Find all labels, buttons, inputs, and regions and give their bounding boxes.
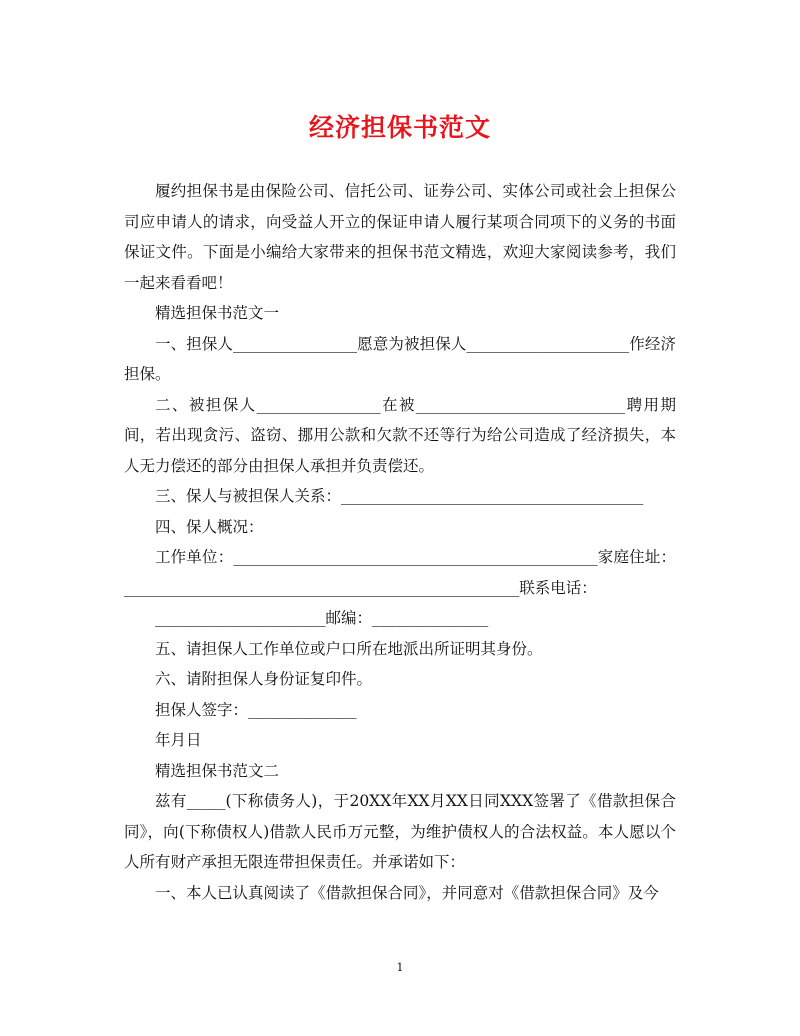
page-number: 1 <box>396 961 404 974</box>
field-work-unit: 工作单位：_______________________________________________家庭住址：___________________________________________________联系电话： <box>124 548 676 597</box>
field-date: 年月日 <box>155 731 202 749</box>
clause-relationship: 三、保人与被担保人关系：_______________________________________ <box>155 487 644 505</box>
intro-paragraph: 履约担保书是由保险公司、信托公司、证券公司、实体公司或社会上担保公司应申请人的请求，向受益人开立的保证申请人履行某项合同项下的义务的书面保证文件。下面是小编给大家带来的担保书范文精选，欢迎大家阅读参考，我们一起来看看吧！ <box>124 182 676 292</box>
clause-identity-proof: 五、请担保人工作单位或户口所在地派出所证明其身份。 <box>155 639 543 658</box>
clause-guaranteed-person: 二、被担保人________________在被___________________________聘用期间，若出现贪污、盗窃、挪用公款和欠款不还等行为给公司造成了经济损失，本人无力偿还的部分由担保人承担并负责偿还。 <box>124 395 676 475</box>
section-heading-two: 精选担保书范文二 <box>155 761 280 780</box>
sample-two-intro: 兹有_____(下称债务人)，于20XX年XX月XX日同XXX签署了《借款担保合同》，向(下称债权人)借款人民币万元整，为维护债权人的合法权益。本人愿以个人所有财产承担无限连带担保责任。并承诺如下： <box>124 792 676 871</box>
field-signature: 担保人签字：______________ <box>155 700 357 719</box>
document-title: 经济担保书范文 <box>308 113 491 142</box>
sample-two-clause-one: 一、本人已认真阅读了《借款担保合同》，并同意对《借款担保合同》及今 <box>155 883 659 902</box>
clause-id-copy: 六、请附担保人身份证复印件。 <box>155 670 373 688</box>
section-heading-one: 精选担保书范文一 <box>155 304 280 322</box>
field-postcode: ______________________邮编：_______________ <box>155 609 489 627</box>
clause-guarantor: 一、担保人________________愿意为被担保人_____________________作经济担保。 <box>124 334 676 383</box>
clause-overview: 四、保人概况： <box>155 517 264 536</box>
document-body <box>124 176 676 908</box>
